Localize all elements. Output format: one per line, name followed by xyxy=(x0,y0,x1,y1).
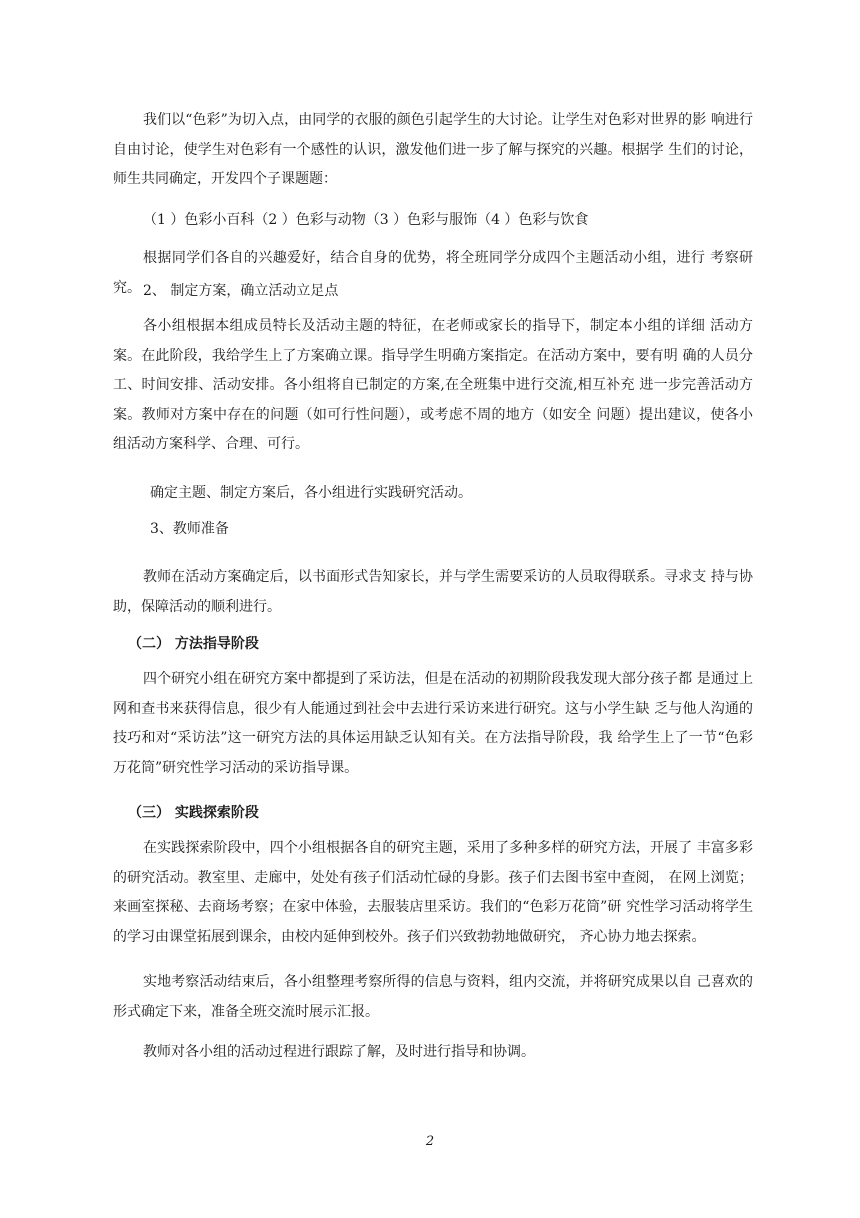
paragraph-practice-start: 确定主题、制定方案后，各小组进行实践研究活动。 xyxy=(150,485,472,501)
paragraph-intro: 我们以“色彩”为切入点，由同学的衣服的颜色引起学生的大讨论。让学生对色彩对世界的影 响进行自由讨论，使学生对色彩有一个感性的认识，激发他们进一步了解与探究的兴趣。根据学 生们的讨论，师生共同确定，开发四个子课题题： xyxy=(113,112,753,187)
heading-teacher-prep: 3、教师准备 xyxy=(150,521,229,537)
heading-plan: 2、 制定方案，确立活动立足点 xyxy=(143,283,339,299)
section-practice-exploration: （三） 实践探索阶段 xyxy=(128,805,259,821)
subtopic-list: （1 ）色彩小百科（2 ）色彩与动物（3 ）色彩与服饰（4 ）色彩与饮食 xyxy=(143,212,589,228)
paragraph-practice-exploration: 在实践探索阶段中，四个小组根据各自的研究主题，采用了多种多样的研究方法，开展了 丰富多彩的研究活动。教室里、走廊中，处处有孩子们活动忙碌的身影。孩子们去图书室中查阅， 在网上浏览；来画室探秘、去商场考察；在家中体验，去服装店里采访。我们的“色彩万花筒”研 究性学习活动将学生的学习由课堂拓展到课余，由校内延伸到校外。孩子们兴致勃勃地做研究， 齐心协力地去探索。 xyxy=(113,840,753,945)
paragraph-plan: 各小组根据本组成员特长及活动主题的特征，在老师或家长的指导下，制定本小组的详细 活动方案。在此阶段，我给学生上了方案确立课。指导学生明确方案指定。在活动方案中，要有明 确的人员分工、时间安排、活动安排。各小组将自已制定的方案,在全班集中进行交流,相互补充 进一步完善活动方案。教师对方案中存在的问题（如可行性问题），或考虑不周的地方（如安全 问题）提出建议，使各小组活动方案科学、合理、可行。 xyxy=(113,318,753,452)
section-method-guidance: （二） 方法指导阶段 xyxy=(128,636,259,652)
paragraph-fieldwork-summary: 实地考察活动结束后，各小组整理考察所得的信息与资料，组内交流，并将研究成果以自 己喜欢的形式确定下来，准备全班交流时展示汇报。 xyxy=(113,974,753,1020)
paragraph-teacher-tracking: 教师对各小组的活动过程进行跟踪了解，及时进行指导和协调。 xyxy=(143,1044,535,1060)
paragraph-teacher-prep: 教师在活动方案确定后，以书面形式告知家长，并与学生需要采访的人员取得联系。寻求支 持与协助，保障活动的顺利进行。 xyxy=(113,569,753,615)
page-number: 2 xyxy=(425,1134,435,1149)
paragraph-method-guidance: 四个研究小组在研究方案中都提到了采访法，但是在活动的初期阶段我发现大部分孩子都 是通过上网和查书来获得信息，很少有人能通过到社会中去进行采访来进行研究。这与小学生缺 乏与他人沟通的技巧和对“采访法”这一研究方法的具体运用缺乏认知有关。在方法指导阶段，我 给学生上了一节“色彩万花筒”研究性学习活动的采访指导课。 xyxy=(113,671,753,776)
paragraph-grouping: 根据同学们各自的兴趣爱好，结合自身的优势，将全班同学分成四个主题活动小组，进行 考察研究。 xyxy=(113,250,753,296)
